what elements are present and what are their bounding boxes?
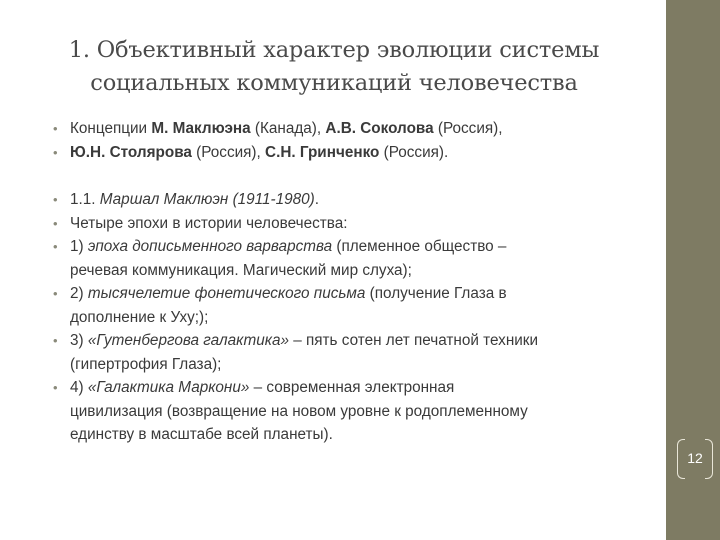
text-run: 1) — [70, 238, 88, 255]
text-run: 1.1. — [70, 191, 100, 208]
bullet-item — [54, 141, 654, 165]
text-run: (получение Глаза в — [365, 285, 507, 302]
text-run: (Россия). — [379, 143, 449, 161]
bullet-item — [54, 188, 654, 212]
text-run: цивилизация (возвращение на новом уровне к родоплеменному — [70, 402, 528, 420]
text-run: 3) — [70, 332, 88, 349]
text-run: Четыре эпохи в истории человечества: — [70, 214, 348, 232]
author-name: Ю.Н. Столярова — [70, 143, 192, 161]
text-run: . — [314, 191, 320, 208]
bullet-icon: • — [53, 333, 58, 348]
text-run: Концепции — [70, 120, 152, 137]
author-name: М. Маклюэна — [151, 120, 251, 137]
italic-text: эпоха дописьменного варварства — [87, 238, 333, 255]
text-run: (гипертрофия Глаза); — [70, 355, 222, 373]
bullet-item — [54, 212, 654, 236]
italic-text: «Гутенбергова галактика» — [87, 332, 289, 349]
author-name: А.В. Соколова — [325, 120, 434, 137]
title-line-1: 1. Объективный характер эволюции системы — [68, 37, 600, 63]
text-run: (племенное общество – — [332, 238, 507, 255]
text-run: 2) — [70, 285, 88, 302]
bullet-icon: • — [53, 192, 58, 207]
text-run: (Россия), — [191, 143, 266, 161]
bullet-item — [54, 235, 654, 282]
text-run: (Канада), — [250, 120, 326, 137]
bullet-icon: • — [53, 380, 58, 395]
text-run: – современная электронная — [249, 379, 455, 396]
text-run: дополнение к Уху;); — [70, 308, 209, 326]
text-run: речевая коммуникация. Магический мир слуха); — [70, 261, 412, 279]
italic-text: «Галактика Маркони» — [87, 379, 250, 396]
text-run: 4) — [70, 379, 88, 396]
page-number: 12 — [687, 450, 703, 466]
bullet-icon: • — [53, 286, 58, 301]
right-bracket-icon — [705, 439, 713, 479]
text-run: (Россия), — [433, 120, 503, 137]
bullet-icon: • — [53, 121, 58, 136]
title-line-2: социальных коммуникаций человечества — [90, 70, 578, 96]
bullet-icon: • — [53, 144, 58, 160]
bullet-icon: • — [53, 215, 58, 231]
text-run: – пять сотен лет печатной техники — [288, 332, 539, 349]
bullet-icon: • — [53, 239, 58, 254]
page-number-badge — [677, 439, 713, 479]
bullet-item — [54, 282, 654, 329]
italic-text: Маршал Маклюэн (1911-1980) — [99, 191, 315, 208]
italic-text: тысячелетие фонетического письма — [87, 285, 366, 302]
bullet-item — [54, 376, 654, 447]
author-name: С.Н. Гринченко — [265, 143, 380, 161]
text-run: единству в масштабе всей планеты). — [70, 426, 333, 443]
slide-title — [18, 34, 650, 100]
bullet-item — [54, 117, 654, 141]
bullet-item — [54, 329, 654, 376]
slide-body — [54, 117, 654, 447]
spacer — [54, 164, 654, 188]
